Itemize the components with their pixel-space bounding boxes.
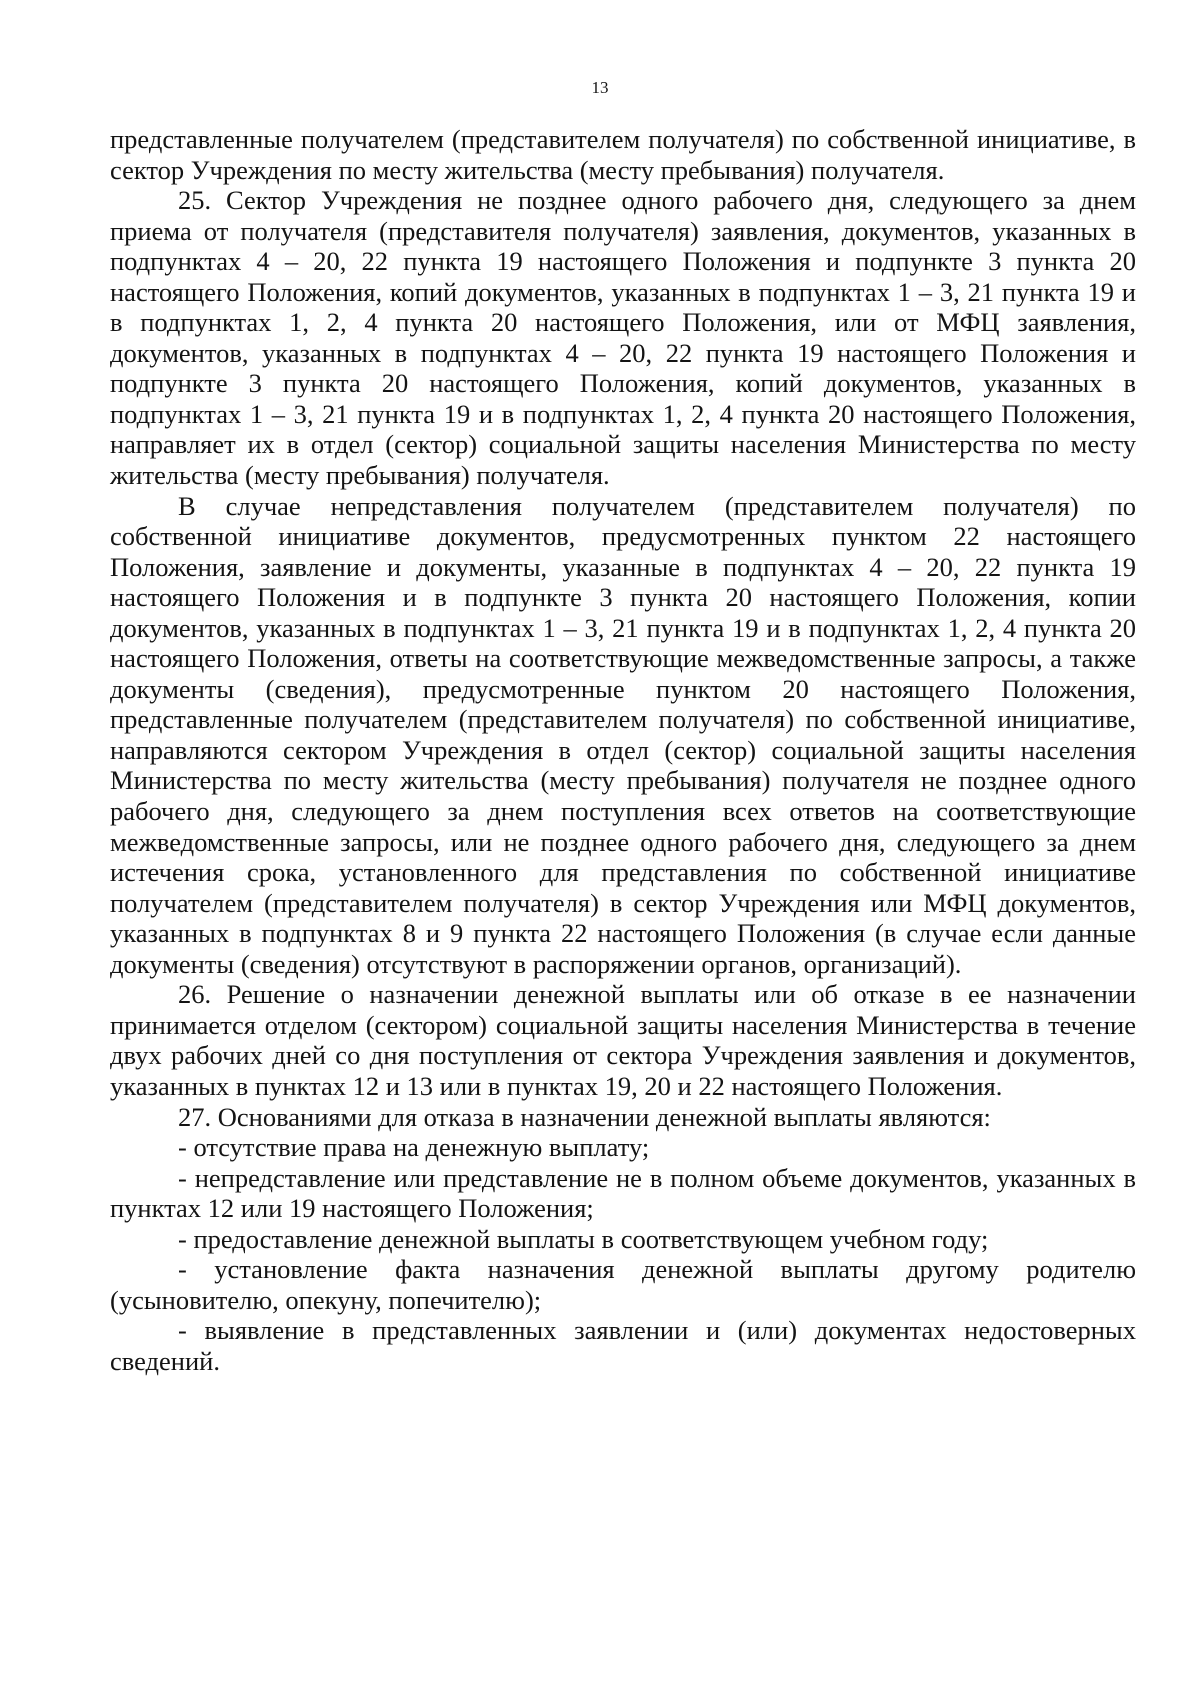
paragraph-continuation: представленные получателем (представителем получателя) по собственной инициативе, в сектор Учреждения по месту жительства (месту пребывания) получателя. — [110, 124, 1136, 185]
page-number: 13 — [591, 78, 609, 97]
document-body — [110, 124, 1136, 1376]
paragraph-item-26: 26. Решение о назначении денежной выплаты или об отказе в ее назначении принимается отделом (сектором) социальной защиты населения Министерства в течение двух рабочих дней со дня поступления от сектора Учреждения заявления и документов, указанных в пунктах 12 и 13 или в пунктах 19, 20 и 22 настоящего Положения. — [110, 979, 1136, 1101]
paragraph-item-25: 25. Сектор Учреждения не позднее одного рабочего дня, следующего за днем приема от получателя (представителя получателя) заявления, документов, указанных в подпунктах 4 – 20, 22 пункта 19 настоящего Положения и подпункте 3 пункта 20 настоящего Положения, копий документов, указанных в подпунктах 1 – 3, 21 пункта 19 и в подпунктах 1, 2, 4 пункта 20 настоящего Положения, или от МФЦ заявления, документов, указанных в подпунктах 4 – 20, 22 пункта 19 настоящего Положения и подпункте 3 пункта 20 настоящего Положения, копий документов, указанных в подпунктах 1 – 3, 21 пункта 19 и в подпунктах 1, 2, 4 пункта 20 настоящего Положения, направляет их в отдел (сектор) социальной защиты населения Министерства по месту жительства (месту пребывания) получателя. — [110, 185, 1136, 491]
refusal-ground-3: - предоставление денежной выплаты в соответствующем учебном году; — [178, 1223, 989, 1254]
refusal-ground-2: - непредставление или представление не в полном объеме документов, указанных в пунктах 12 или 19 настоящего Положения; — [110, 1162, 1136, 1224]
paragraph-item-27: 27. Основаниями для отказа в назначении денежной выплаты являются: — [178, 1101, 991, 1132]
paragraph-non-submission-case: В случае непредставления получателем (представителем получателя) по собственной инициативе документов, предусмотренных пунктом 22 настоящего Положения, заявление и документы, указанные в подпунктах 4 – 20, 22 пункта 19 настоящего Положения и в подпункте 3 пункта 20 настоящего Положения, копии документов, указанных в подпунктах 1 – 3, 21 пункта 19 и в подпунктах 1, 2, 4 пункта 20 настоящего Положения, ответы на соответствующие межведомственные запросы, а также документы (сведения), предусмотренные пунктом 20 настоящего Положения, представленные получателем (представителем получателя) по собственной инициативе, направляются сектором Учреждения в отдел (сектор) социальной защиты населения Министерства по месту жительства (месту пребывания) получателя не позднее одного рабочего дня, следующего за днем поступления всех ответов на соответствующие межведомственные запросы, или не позднее одного рабочего дня, следующего за днем истечения срока, установленного для представления по собственной инициативе получателем (представителем получателя) в сектор Учреждения или МФЦ документов, указанных в подпунктах 8 и 9 пункта 22 настоящего Положения (в случае если данные документы (сведения) отсутствуют в распоряжении органов, организаций). — [110, 490, 1136, 979]
refusal-ground-4: - установление факта назначения денежной выплаты другому родителю (усыновителю, опекуну, попечителю); — [110, 1254, 1136, 1315]
refusal-ground-5: - выявление в представленных заявлении и (или) документах недостоверных сведений. — [110, 1315, 1136, 1376]
refusal-ground-1: - отсутствие права на денежную выплату; — [178, 1132, 650, 1163]
